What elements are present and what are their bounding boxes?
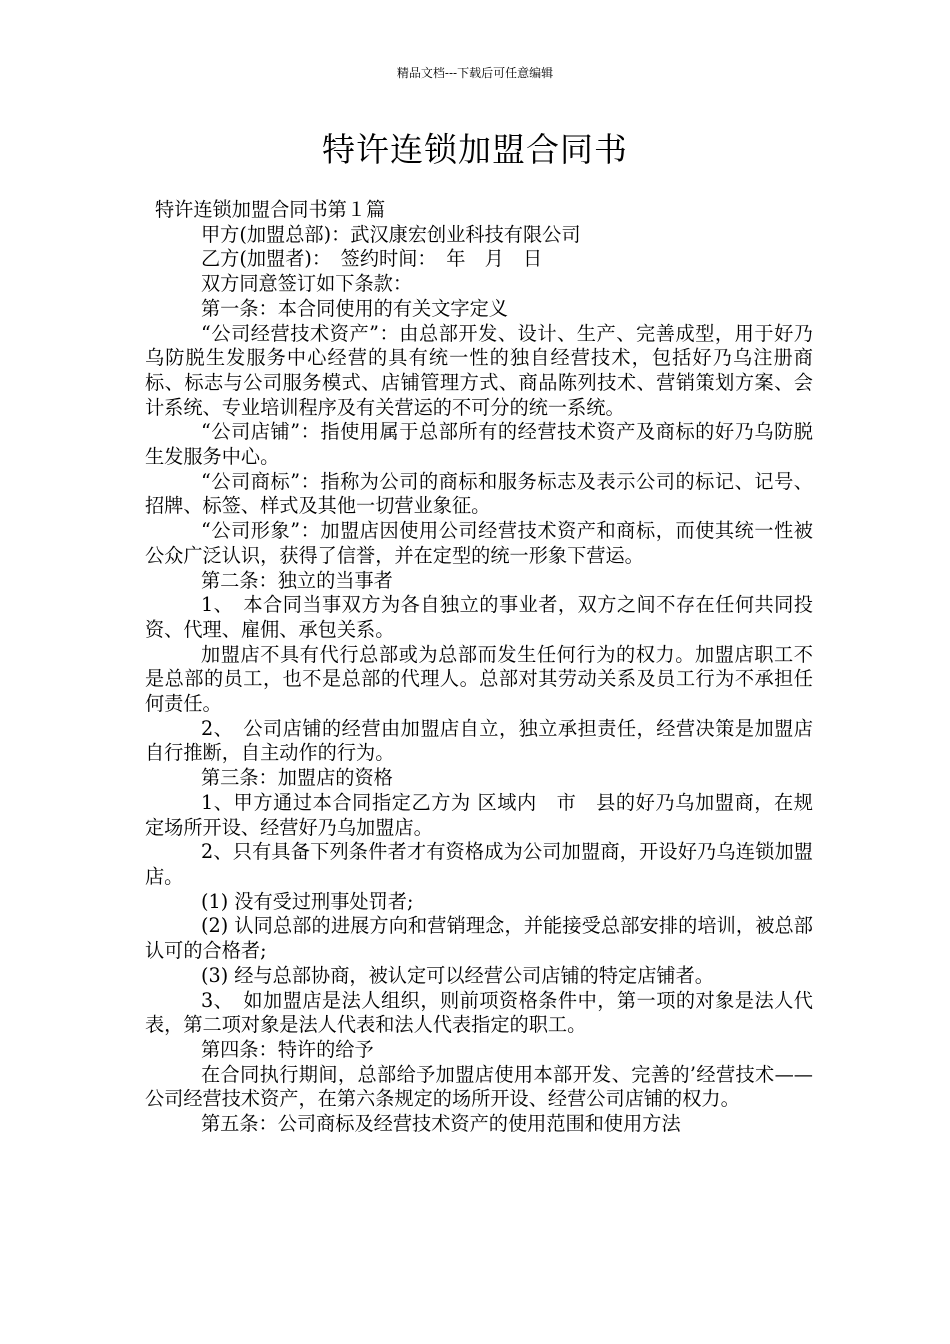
definition-store: “公司店铺”：指使用属于总部所有的经营技术资产及商标的好乃乌防脱生发服务中心。	[145, 420, 813, 469]
article-3-clause-3: 3、 如加盟店是法人组织，则前项资格条件中，第一项的对象是法人代表，第二项对象是法人代表和法人代表指定的职工。	[145, 988, 813, 1037]
document-body	[145, 198, 813, 1137]
article-4-heading: 第四条：特许的给予	[201, 1037, 374, 1061]
definition-tech-assets: “公司经营技术资产”：由总部开发、设计、生产、完善成型，用于好乃乌防脱生发服务中心经营的具有统一性的独自经营技术，包括好乃乌注册商标、标志与公司服务模式、店铺管理方式、商品陈列技术、营销策划方案、会计系统、专业培训程序及有关营运的不可分的统一系统。	[145, 321, 813, 419]
article-3-clause-1: 1、甲方通过本合同指定乙方为 区域内 市 县的好乃乌加盟商，在规定场所开设、经营好乃乌加盟店。	[145, 790, 813, 839]
condition-1: (1) 没有受过刑事处罚者;	[201, 889, 414, 913]
article-2-clause-2: 2、 公司店铺的经营由加盟店自立，独立承担责任，经营决策是加盟店自行推断，自主动作的行为。	[145, 716, 813, 765]
article-3-clause-2: 2、只有具备下列条件者才有资格成为公司加盟商，开设好乃乌连锁加盟店。	[145, 840, 813, 888]
condition-3: (3) 经与总部协商，被认定可以经营公司店铺的特定店铺者。	[201, 963, 714, 987]
definition-image: “公司形象”：加盟店因使用公司经营技术资产和商标，而使其统一性被公众广泛认识，获得了信誉，并在定型的统一形象下营运。	[145, 519, 813, 567]
article-3-heading: 第三条：加盟店的资格	[201, 766, 393, 790]
party-b-line: 乙方(加盟者)： 签约时间： 年 月 日	[201, 247, 543, 271]
article-2-clause-1: 1、 本合同当事双方为各自独立的事业者，双方之间不存在任何共同投资、代理、雇佣、承包关系。	[145, 593, 813, 641]
article-1-heading: 第一条：本合同使用的有关文字定义	[201, 296, 508, 320]
article-2-heading: 第二条：独立的当事者	[201, 568, 393, 592]
document-title: 特许连锁加盟合同书	[322, 130, 628, 169]
article-2-clause-1b: 加盟店不具有代行总部或为总部而发生任何行为的权力。加盟店职工不是总部的员工，也不是总部的代理人。总部对其劳动关系及员工行为不承担任何责任。	[145, 642, 813, 716]
article-5-heading: 第五条：公司商标及经营技术资产的使用范围和使用方法	[201, 1112, 681, 1136]
definition-trademark: “公司商标”：指称为公司的商标和服务标志及表示公司的标记、记号、招牌、标签、样式及其他一切营业象征。	[145, 469, 813, 518]
agreement-intro: 双方同意签订如下条款：	[201, 272, 413, 296]
party-a-line: 甲方(加盟总部)：武汉康宏创业科技有限公司	[201, 222, 581, 246]
section-subtitle: 特许连锁加盟合同书第１篇	[155, 198, 386, 221]
page-header: 精品文档---下载后可任意编辑	[396, 66, 554, 80]
article-4-body: 在合同执行期间，总部给予加盟店使用本部开发、完善的’经营技术——公司经营技术资产，在第六条规定的场所开设、经营公司店铺的权力。	[145, 1062, 813, 1111]
condition-2: (2) 认同总部的进展方向和营销理念，并能接受总部安排的培训，被总部认可的合格者;	[145, 914, 813, 963]
